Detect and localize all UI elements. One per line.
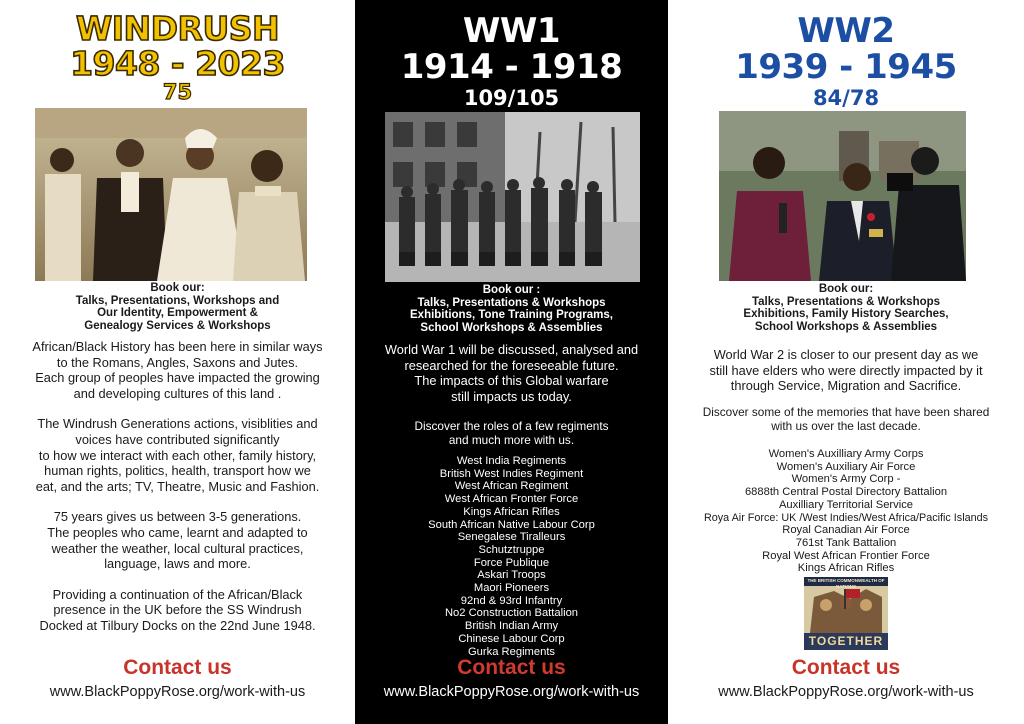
- body-line: researched for the foreseeable future.: [404, 357, 619, 373]
- list-item: Royal Canadian Air Force: [782, 524, 910, 537]
- list-item: 6888th Central Postal Directory Battalion: [744, 486, 948, 499]
- body-line: still have elders who were directly impacted by it: [709, 362, 983, 378]
- ww1-title: WW1: [462, 11, 561, 51]
- list-item: West India Regiments: [456, 455, 567, 467]
- body-line: and much more with us.: [448, 433, 575, 447]
- ww2-panel: [668, 0, 1024, 724]
- list-item: West African Regiment: [454, 480, 569, 493]
- windrush-book-heading: [0, 282, 355, 332]
- ww1-contact-heading: Contact us: [457, 656, 566, 679]
- body-line: The impacts of this Global warfare: [414, 373, 609, 389]
- list-item: Kings African Rifles: [797, 562, 895, 575]
- ww2-unit-list: [668, 448, 1024, 575]
- poster-title: TOGETHER: [808, 634, 884, 648]
- book-line: Talks, Presentations, Workshops and: [75, 294, 280, 307]
- book-line: Exhibitions, Tone Training Programs,: [410, 309, 613, 321]
- list-item: 92nd & 93rd Infantry: [460, 594, 563, 607]
- list-item: Roya Air Force: UK /West Indies/West Africa/Pacific Islands: [703, 511, 989, 524]
- book-line: Talks, Presentations & Workshops: [751, 295, 941, 308]
- ww1-panel: [355, 0, 668, 724]
- body-line: Discover some of the memories that have been shared: [702, 405, 990, 419]
- list-item: Force Publique: [473, 556, 550, 569]
- body-line: voices have contributed significantly: [75, 431, 280, 447]
- ww1-discover-text: [355, 419, 668, 447]
- list-item: Women's Auxilliary Army Corps: [768, 448, 924, 460]
- ww2-contact-heading: Contact us: [791, 656, 901, 679]
- ww2-contact-link[interactable]: www.BlackPoppyRose.org/work-with-us: [718, 684, 974, 700]
- body-line: with us over the last decade.: [771, 419, 921, 433]
- ww2-book-heading: [668, 283, 1024, 333]
- body-line: World War 1 will be discussed, analysed and: [384, 342, 639, 357]
- body-line: still impacts us today.: [451, 388, 572, 404]
- ww1-anniversary: 109/105: [463, 86, 560, 110]
- poster-top-text: THE BRITISH COMMONWEALTH OF NATIONS: [807, 578, 885, 589]
- book-line: School Workshops & Assemblies: [420, 321, 603, 334]
- body-line: to the Romans, Angles, Saxons and Jutes.: [56, 354, 299, 370]
- list-item: Auxilliary Territorial Service: [778, 498, 914, 511]
- ww1-title-block: [355, 11, 668, 110]
- book-line: Talks, Presentations & Workshops: [417, 296, 606, 309]
- list-item: Maori Pioneers: [473, 582, 550, 595]
- body-line: Each group of peoples have impacted the growing: [35, 370, 320, 386]
- body-line: Discover the roles of a few regiments: [414, 419, 609, 433]
- body-line: and developing cultures of this land .: [73, 385, 282, 401]
- list-item: Chinese Labour Corp: [458, 632, 565, 645]
- list-item: Kings African Rifles: [463, 505, 560, 518]
- ww2-title: WW2: [797, 11, 895, 51]
- ww2-years: 1939 - 1945: [735, 47, 957, 87]
- book-line: Our Identity, Empowerment &: [97, 307, 258, 319]
- list-item: Royal West African Frontier Force: [762, 549, 930, 562]
- ww1-book-heading: [355, 284, 668, 334]
- list-item: South African Native Labour Corp: [428, 518, 595, 531]
- body-line: weather the weather, local cultural practices,: [51, 540, 304, 556]
- ww1-intro-text: [355, 342, 668, 404]
- body-line: human rights, politics, health, transport how we: [44, 463, 311, 479]
- list-item: 761st Tank Battalion: [795, 536, 897, 549]
- body-line: The peoples who came, learnt and adapted to: [47, 524, 308, 540]
- ww2-intro-text: [668, 347, 1024, 394]
- ww2-anniversary: 84/78: [812, 86, 880, 110]
- ww1-years: 1914 - 1918: [400, 47, 623, 87]
- book-line: Book our :: [482, 284, 541, 296]
- body-line: African/Black History has been here in similar ways: [32, 339, 323, 354]
- windrush-anniversary: 75: [162, 80, 193, 104]
- windrush-panel: [0, 0, 355, 724]
- list-item: Women's Auxiliary Air Force: [776, 460, 916, 473]
- body-line: eat, and the arts; TV, Theatre, Music and Fashion.: [35, 478, 320, 494]
- windrush-wedding-photo: [35, 108, 307, 281]
- body-line: World War 2 is closer to our present day as we: [713, 347, 979, 362]
- body-line: Providing a continuation of the African/Black: [52, 586, 303, 602]
- book-line: Book our:: [150, 282, 205, 294]
- list-item: Askari Troops: [477, 569, 546, 582]
- book-line: Book our:: [818, 283, 874, 295]
- list-item: West African Fronter Force: [444, 493, 579, 506]
- body-line: Docked at Tilbury Docks on the 22nd June 1948.: [39, 617, 316, 633]
- windrush-years: 1948 - 2023: [70, 44, 285, 83]
- body-line: The Windrush Generations actions, visiblities and: [37, 416, 318, 432]
- ww2-title-block: [668, 11, 1024, 110]
- ww1-regiment-list: [355, 455, 668, 658]
- ww1-contact-link[interactable]: www.BlackPoppyRose.org/work-with-us: [383, 684, 640, 700]
- list-item: Gurka Regiments: [467, 645, 556, 658]
- windrush-contact-heading: Contact us: [123, 656, 232, 679]
- ww1-soldiers-photo: [385, 112, 640, 282]
- list-item: Senegalese Tiralleurs: [457, 531, 566, 544]
- ww2-discover-text: [668, 405, 1024, 433]
- list-item: Women's Army Corp -: [791, 473, 901, 486]
- body-line: to how we interact with each other, family history,: [38, 447, 317, 463]
- body-line: presence in the UK before the SS Windrush: [53, 602, 302, 618]
- list-item: British Indian Army: [464, 620, 559, 633]
- book-line: Exhibitions, Family History Searches,: [743, 308, 949, 320]
- ww2-commonwealth-poster: [804, 577, 888, 650]
- windrush-body-text: [0, 339, 355, 634]
- book-line: School Workshops & Assemblies: [754, 320, 938, 333]
- windrush-title-block: [0, 9, 355, 104]
- body-line: language, laws and more.: [104, 556, 251, 572]
- list-item: British West Indies Regiment: [439, 467, 584, 480]
- ww2-interview-photo: [719, 111, 966, 281]
- body-line: through Service, Migration and Sacrifice.: [730, 378, 962, 394]
- windrush-title: WINDRUSH: [75, 9, 280, 48]
- list-item: Schutztruppe: [478, 543, 545, 556]
- body-line: 75 years gives us between 3-5 generations.: [53, 509, 302, 525]
- windrush-contact-link[interactable]: www.BlackPoppyRose.org/work-with-us: [49, 684, 306, 700]
- list-item: No2 Construction Battalion: [444, 607, 579, 620]
- book-line: Genealogy Services & Workshops: [84, 319, 271, 332]
